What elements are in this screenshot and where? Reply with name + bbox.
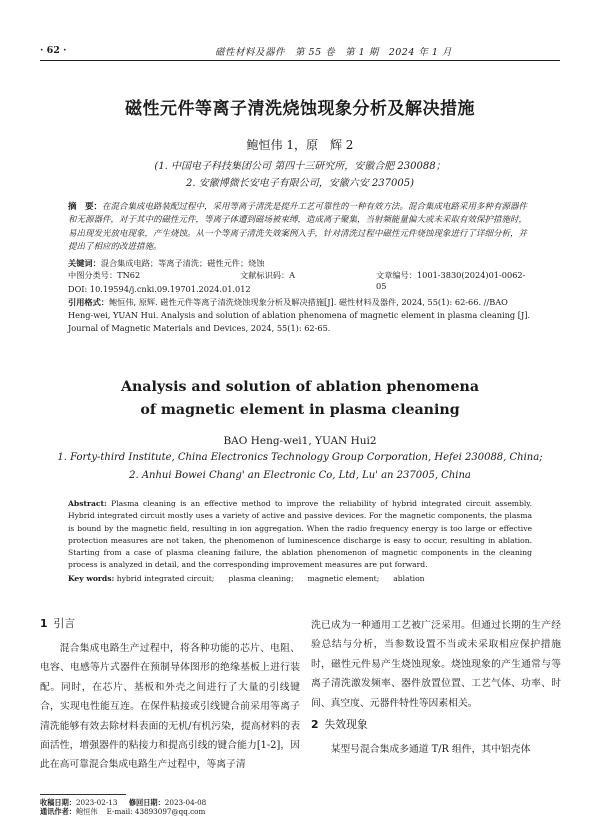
section-2-number: 2 [311, 718, 319, 732]
english-keyword: plasma cleaning; [228, 574, 294, 583]
english-title [0, 376, 600, 422]
left-column [40, 616, 300, 775]
citation-text: 鲍恒伟, 原辉. 磁性元件等离子清洗烧蚀现象分析及解决措施[J]. 磁性材料及器件, 2024, 55(1): 62-66. //BAO Heng-wei, YUAN Hui. Analysis and solution of ablation phenomena of magnetic element in plasma cleaning [J]. Journal of Magnetic Materials and Devices, 2024, 55(1): 62-65. [68, 297, 531, 333]
footnote-contact [40, 807, 340, 816]
received-date: 2023-02-13 [75, 798, 118, 807]
keywords-text: 混合集成电路；等离子清洗；磁性元件；烧蚀 [100, 258, 265, 268]
section-2-title: 失效现象 [324, 718, 368, 732]
english-authors: BAO Heng-wei1, YUAN Hui2 [223, 435, 377, 447]
doi: DOI: 10.19594/j.cnki.09.19701.2024.01.012 [68, 284, 251, 294]
received-label: 收稿日期： [40, 798, 76, 807]
page-number: · 62 · [40, 45, 67, 56]
english-abstract-label: Abstract: [68, 499, 107, 508]
english-keywords [68, 574, 532, 583]
footnote-divider [40, 794, 126, 795]
english-affiliation-1: 1. Forty-third Institute, China Electronics Technology Group Corporation, Hefei 230088, China; [57, 452, 543, 463]
chinese-title: 磁性元件等离子清洗烧蚀现象分析及解决措施 [125, 99, 475, 119]
english-abstract-text: Plasma cleaning is an effective method to improve the reliability of hybrid integrated circuit assembly. Hybrid integrated circuit mostly uses a variety of active and passive devices. For the magnetic components, the plasma is bound by the magnetic field, resulting in ion aggregation. When the radio frequency energy is too large or effective protection measures are not taken, the phenomenon of luminescence discharge is easy to occur, resulting in ablation. Starting from a case of plasma cleaning failure, the ablation phenomenon of magnetic components in the cleaning process is analyzed in detail, and the corresponding improvement measures are put forward. [68, 499, 532, 570]
english-title-line-2: of magnetic element in plasma cleaning [140, 402, 460, 418]
journal-issue-line: 磁性材料及器件 第 55 卷 第 1 期 2024 年 1 月 [215, 47, 452, 58]
revised-date: 2023-04-08 [164, 798, 207, 807]
english-abstract [68, 498, 532, 572]
revised-label: 修回日期： [128, 798, 165, 807]
english-title-line-1: Analysis and solution of ablation phenomena [120, 379, 480, 395]
chinese-affiliation-1: (1. 中国电子科技集团公司 第四十三研究所，安徽合肥 230088； [154, 161, 446, 172]
keywords-label: 关键词： [68, 258, 101, 268]
clc-number: 中图分类号：TN62 [68, 270, 141, 280]
article-number: 文章编号：1001-3830(2024)01-0062-05 [376, 270, 526, 291]
english-keyword: magnetic element; [307, 574, 380, 583]
running-header [40, 40, 560, 61]
english-keyword: ablation [393, 574, 425, 583]
english-keywords-label: Key words: [68, 574, 115, 583]
section-1-paragraph: 混合集成电路生产过程中，将各种功能的芯片、电阻、电容、电感等片式器件在预制导体图形的绝缘基板上进行装配。同时，在芯片、基板和外壳之间进行了大量的引线键合，实现电性能互连。在保件粘接或引线键合前采用等离子清洗能够有效去除材料表面的无机/有机污染，提高材料的表面活性，增强器件的粘接力和提高引线的键合能力[1-2]，因此在高可靠混合集成电路生产过程中，等离子清 [40, 643, 300, 771]
section-2-paragraph: 某型号混合集成多通道 T/R 组件，其中铝壳体 [330, 744, 531, 756]
section-1-number: 1 [40, 617, 48, 630]
section-1-title: 引言 [53, 617, 76, 630]
citation-label: 引用格式： [68, 297, 109, 307]
document-code: 文献标识码：A [240, 270, 296, 280]
section-1-heading [40, 616, 300, 631]
email-label: E-mail: [106, 807, 135, 816]
chinese-affiliation-2: 2. 安徽博微长安电子有限公司，安徽六安 237005) [186, 178, 414, 189]
chinese-authors: 鲍恒伟 1，原 辉 2 [246, 138, 354, 152]
email-address: 43893097@qq.com [134, 807, 206, 816]
abstract-text: 在混合集成电路装配过程中，采用等离子清洗是提升工艺可靠性的一种有效方法。混合集成电路采用多种有源器件和无源器件，对于其中的磁性元件，等离子体遭到磁场被束缚，造成离子聚集，当射频能量偏大或未采取有效保护措施时，易出现发光放电现象，产生烧蚀。从一个等离子清洗失效案例入手，针对清洗过程中磁性元件烧蚀现象进行了详细分析，并提出了相应的改进措施。 [68, 202, 528, 252]
abstract-label: 摘 要： [68, 202, 103, 212]
section-1-continuation: 洗已成为一种通用工艺被广泛采用。但通过长期的生产经验总结与分析，当参数设置不当或未采取相应保护措施时，磁性元件易产生烧蚀现象。烧蚀现象的产生通常与等离子清洗激发频率、器件放置位置、工艺气体、功率、时间、真空度、元器件特性等因素相关。 [311, 620, 561, 709]
english-affiliation-2: 2. Anhui Bowei Chang' an Electronic Co, Ltd, Lu' an 237005, China [129, 470, 471, 481]
chinese-keywords [68, 257, 532, 270]
section-2-heading [311, 717, 561, 732]
chinese-abstract [68, 201, 532, 254]
footnote-dates [40, 798, 340, 807]
citation-format [68, 296, 532, 334]
right-column [311, 616, 561, 759]
corresponding-author: 鲍恒伟 [75, 807, 98, 816]
corresponding-author-label: 通讯作者： [40, 807, 76, 816]
footnotes [40, 798, 340, 816]
english-keyword: hybrid integrated circuit; [116, 574, 215, 583]
